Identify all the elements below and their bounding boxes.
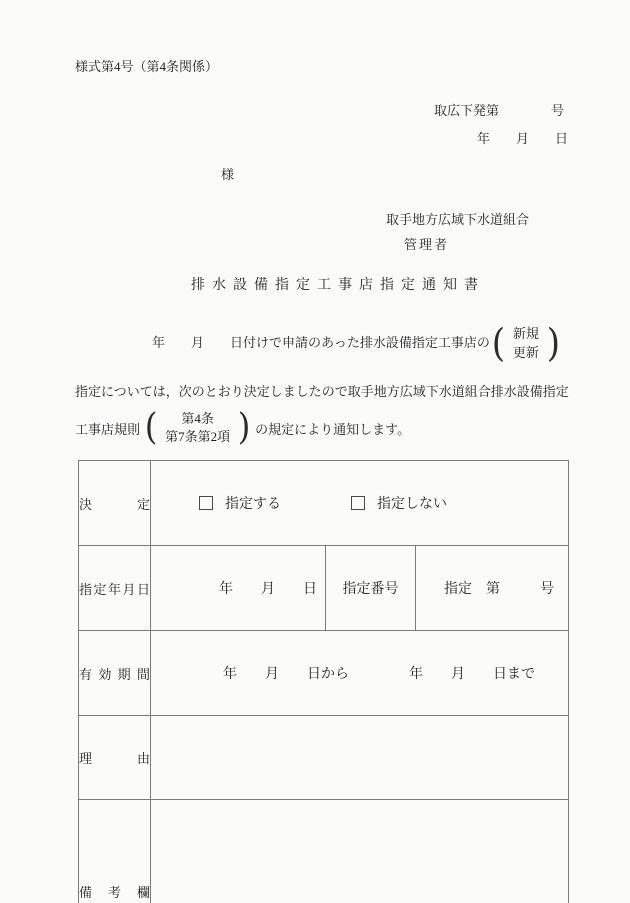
close-paren-icon: ) (546, 321, 560, 365)
designation-number-label: 指定番号 (326, 546, 416, 631)
validity-value-cell (151, 631, 569, 716)
remarks-label: 備 考 欄 (79, 884, 150, 900)
article-7-2: 第7条第2項 (165, 429, 231, 444)
remarks-label-cell (79, 800, 151, 903)
doc-number-line: 取広下発第 号 (433, 103, 564, 118)
line3-prefix: 工事店規則 (75, 421, 141, 437)
designation-date-label-cell (79, 546, 151, 631)
designation-date-value: 年 月 日 (151, 546, 326, 631)
not-designate-option-label: 指定しない (377, 497, 447, 512)
decision-label-cell (79, 461, 151, 546)
reason-value-area (151, 716, 569, 800)
body-line3 (75, 406, 410, 450)
designation-number-suffix: 号 (540, 582, 554, 597)
issuer-org: 取手地方広域下水道組合 (386, 212, 530, 227)
reason-label: 理 由 (79, 751, 150, 766)
article-4: 第4条 (181, 411, 214, 426)
designation-date-label: 指 定 年 月 日 (79, 581, 150, 597)
line3-suffix: の規定により通知します。 (255, 421, 411, 437)
doc-date-line: 年 月 日 (476, 131, 568, 146)
new-or-renew-bracket (491, 320, 561, 366)
remarks-value-area (151, 800, 569, 903)
addressee-suffix: 様 (221, 167, 235, 182)
document-title: 排水設備指定工事店指定通知書 (191, 278, 485, 293)
validity-from: 年 月 日から (223, 667, 349, 682)
issuer-title: 管理者 (404, 237, 450, 252)
body-line2: 指定については，次のとおり決定しましたので取手地方広域下水道組合排水設備指定 (75, 384, 569, 399)
validity-to: 年 月 日まで (409, 667, 535, 682)
validity-label: 有 効 期 間 (79, 666, 150, 682)
decision-row (79, 461, 569, 546)
body-line1: 年 月 日付けで申請のあった排水設備指定工事店の (152, 335, 490, 350)
designate-checkbox[interactable] (199, 496, 213, 510)
open-paren-icon: ( (144, 407, 158, 448)
option-renew: 更新 (512, 345, 539, 360)
not-designate-checkbox[interactable] (351, 496, 365, 510)
open-paren-icon: ( (491, 321, 506, 365)
close-paren-icon: ) (237, 407, 251, 448)
form-number: 様式第4号（第4条関係） (75, 59, 219, 74)
designation-number-value-cell (416, 546, 569, 631)
reason-row (79, 716, 569, 800)
option-new: 新規 (512, 326, 539, 341)
decision-label: 決 定 (79, 496, 150, 512)
designate-option-label: 指定する (225, 497, 281, 512)
validity-row (79, 631, 569, 716)
validity-label-cell (79, 631, 151, 716)
decision-value-cell (151, 461, 569, 546)
reason-label-cell (79, 716, 151, 800)
article-bracket (144, 406, 251, 450)
notification-table (78, 460, 569, 903)
remarks-row (79, 800, 569, 903)
designation-date-row (79, 546, 569, 631)
designation-number-prefix: 指定 第 (444, 582, 500, 597)
